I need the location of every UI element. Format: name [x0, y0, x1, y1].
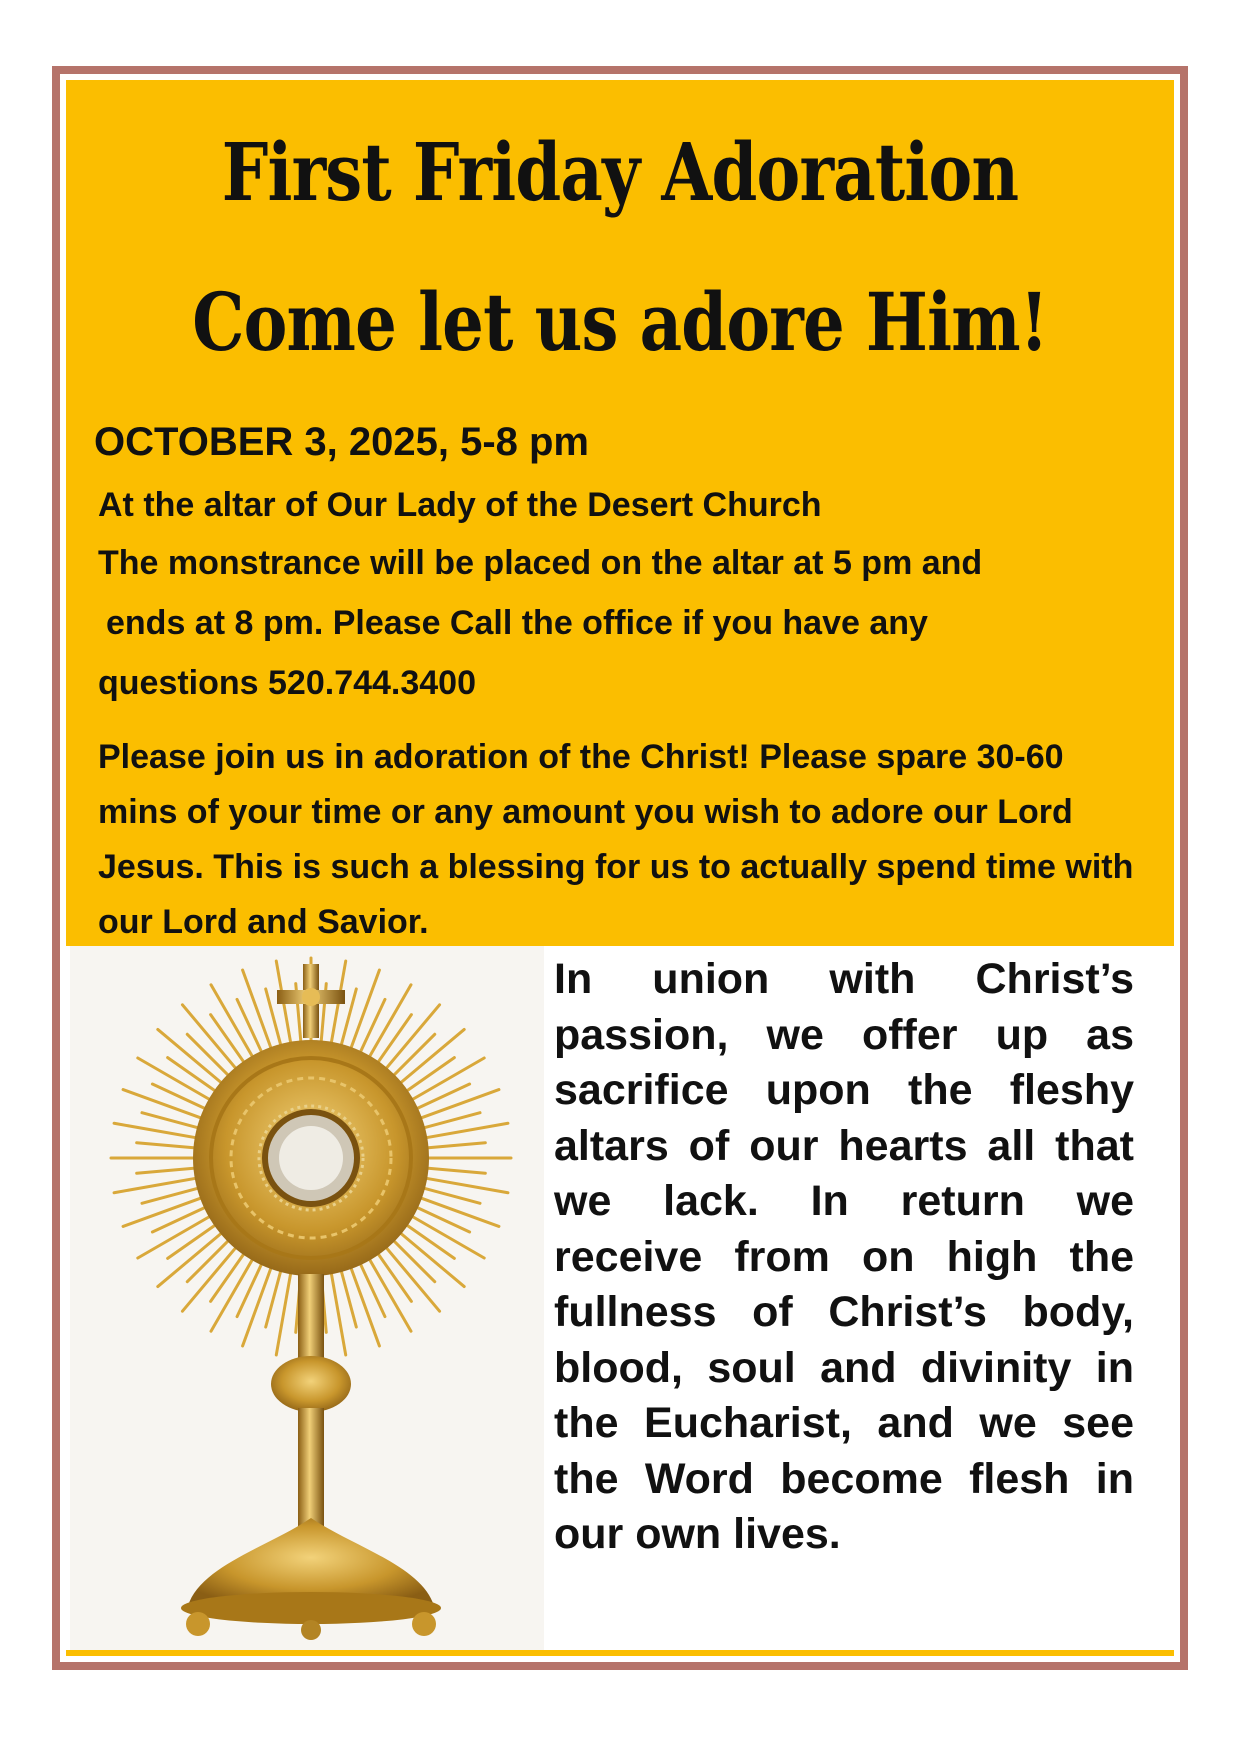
sunburst-ray: [413, 1205, 470, 1232]
title-line-2: Come let us adore Him!: [192, 275, 1048, 369]
bottom-section: [66, 946, 1174, 1650]
monstrance-stem: [298, 1274, 324, 1366]
sunburst-ray: [423, 1143, 486, 1148]
sunburst-ray: [152, 1205, 209, 1232]
sunburst-ray: [423, 1168, 486, 1173]
sunburst-ray: [413, 1084, 470, 1111]
flyer-frame: [52, 66, 1188, 1670]
monstrance-line-2: ends at 8 pm. Please Call the office if you have any: [106, 604, 928, 642]
monstrance-line-1: The monstrance will be placed on the altar at 5 pm and: [98, 544, 983, 582]
title-line-1: First Friday Adoration: [221, 125, 1019, 219]
event-date-time: OCTOBER 3, 2025, 5-8 pm: [94, 420, 589, 464]
monstrance-image: [70, 946, 544, 1650]
monstrance-icon: [70, 946, 544, 1650]
reflection-paragraph: In union with Christ’s passion, we offer up as sacrifice upon the fleshy altars of our hearts all that we lack. In return we receive from on high the fullness of Christ’s body, blood, soul and divinity in the Eucharist, and we see the Word become flesh in our own lives.: [554, 955, 1134, 1558]
stem-node: [271, 1356, 351, 1412]
invitation-paragraph: Please join us in adoration of the Christ! Please spare 30-60 mins of your time or any amount you wish to adore our Lord Jesus. This is such a blessing for us to actually spend time with our Lord and Savior.: [98, 738, 1134, 941]
monstrance-line-3: questions 520.744.3400: [98, 664, 477, 702]
event-location: At the altar of Our Lady of the Desert Church: [98, 486, 822, 524]
sunburst-ray: [152, 1084, 209, 1111]
sunburst-ray: [358, 999, 385, 1056]
flyer-panel: [66, 80, 1174, 1656]
sunburst-ray: [137, 1168, 200, 1173]
sunburst-ray: [137, 1143, 200, 1148]
sunburst-ray: [237, 999, 264, 1056]
sunburst-ray: [358, 1260, 385, 1317]
sunburst-ray: [237, 1260, 264, 1317]
